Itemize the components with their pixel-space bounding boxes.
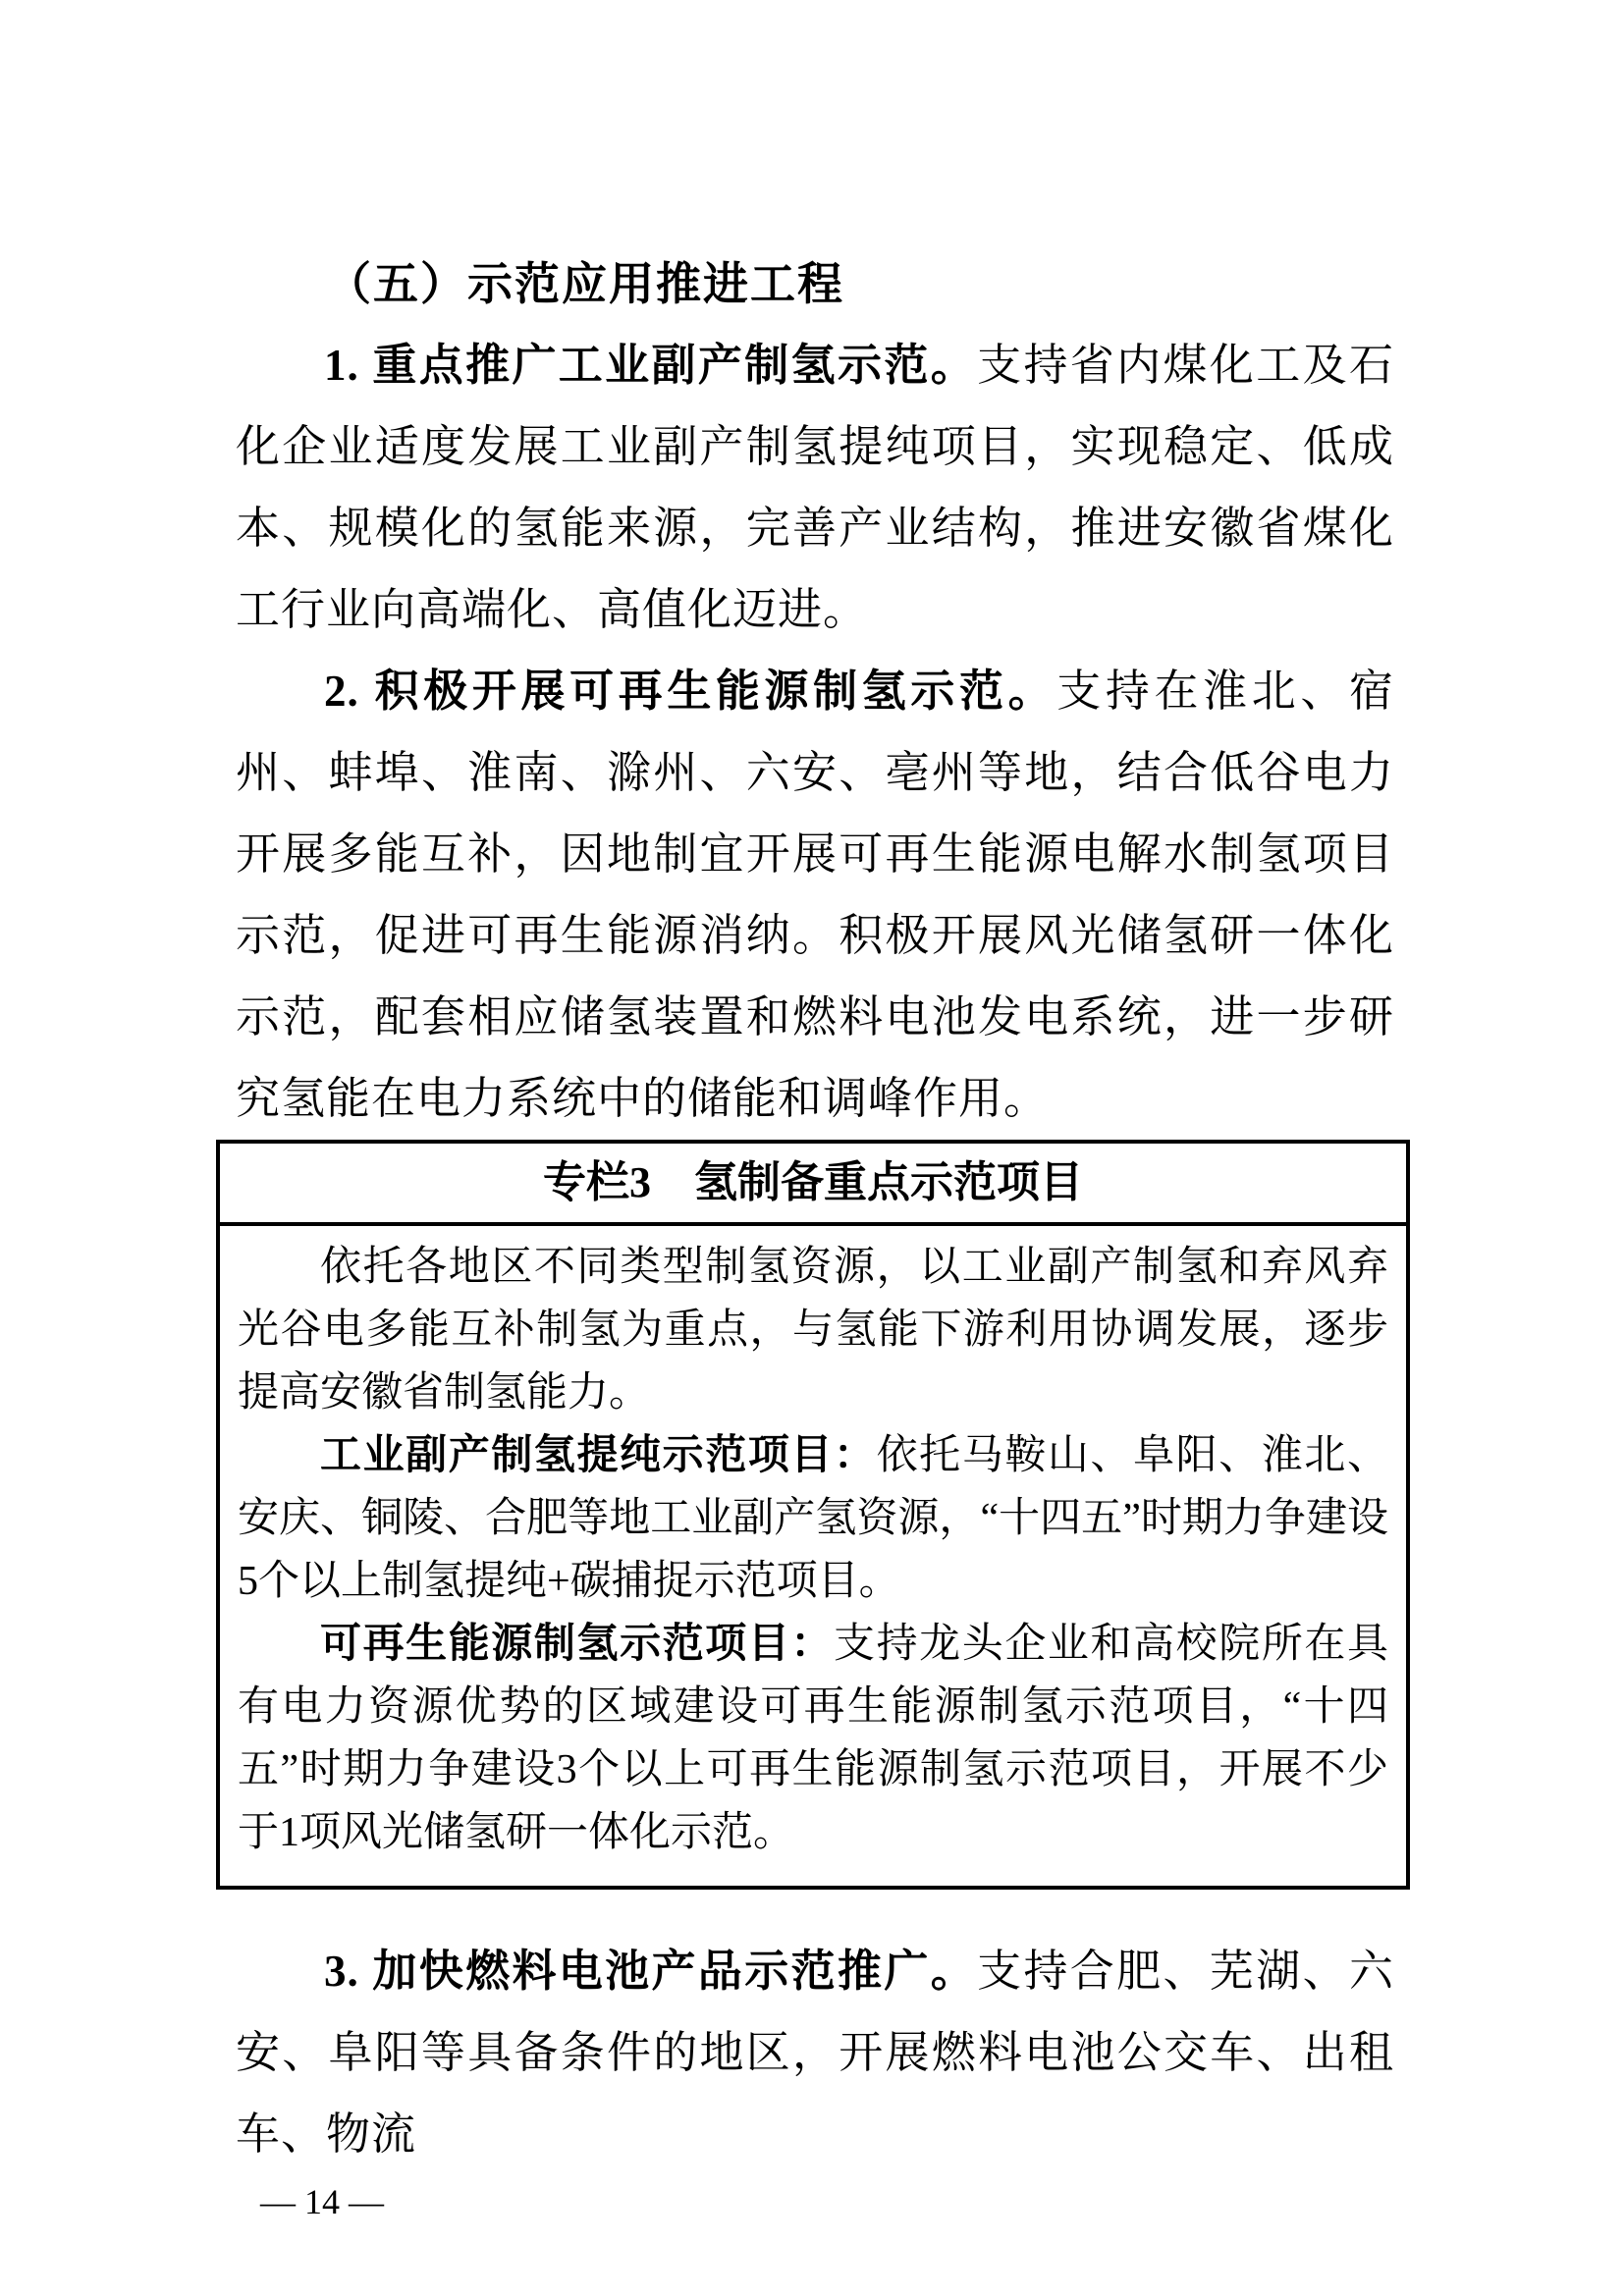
box-paragraph-1-text: 依托各地区不同类型制氢资源，以工业副产制氢和弃风弃光谷电多能互补制氢为重点，与氢能下游利用协调发展，逐步提高安徽省制氢能力。 xyxy=(238,1245,1388,1415)
box-paragraph-3 xyxy=(238,1613,1388,1864)
box-paragraph-1 xyxy=(238,1236,1388,1424)
paragraph-1-text: 支持省内煤化工及石化企业适度发展工业副产制氢提纯项目，实现稳定、低成本、规模化的氢能来源，完善产业结构，推进安徽省煤化工行业向高端化、高值化迈进。 xyxy=(236,341,1394,634)
page-number: — 14 — xyxy=(260,2182,384,2221)
paragraph-2-text: 支持在淮北、宿州、蚌埠、淮南、滁州、六安、亳州等地，结合低谷电力开展多能互补，因地制宜开展可再生能源电解水制氢项目示范，促进可再生能源消纳。积极开展风光储氢研一体化示范，配套相应储氢装置和燃料电池发电系统，进一步研究氢能在电力系统中的储能和调峰作用。 xyxy=(236,667,1394,1123)
callout-box-title: 专栏3 氢制备重点示范项目 xyxy=(220,1144,1406,1226)
box-paragraph-2 xyxy=(238,1424,1388,1613)
paragraph-1-lead: 1. 重点推广工业副产制氢示范。 xyxy=(324,341,978,390)
box-paragraph-3-text: 支持龙头企业和高校院所在具有电力资源优势的区域建设可再生能源制氢示范项目，“十四五”时期力争建设3个以上可再生能源制氢示范项目，开展不少于1项风光储氢研一体化示范。 xyxy=(238,1622,1388,1855)
paragraph-3-text: 支持合肥、芜湖、六安、阜阳等具备条件的地区，开展燃料电池公交车、出租车、物流 xyxy=(236,1947,1394,2159)
paragraph-3 xyxy=(236,1931,1394,2175)
paragraph-1 xyxy=(236,325,1394,651)
paragraph-2 xyxy=(236,651,1394,1140)
box-paragraph-2-lead: 工业副产制氢提纯示范项目： xyxy=(320,1433,877,1478)
box-paragraph-2-text: 依托马鞍山、阜阳、淮北、安庆、铜陵、合肥等地工业副产氢资源，“十四五”时期力争建设5个以上制氢提纯+碳捕捉示范项目。 xyxy=(238,1433,1388,1604)
box-paragraph-3-lead: 可再生能源制氢示范项目： xyxy=(320,1622,834,1667)
paragraph-2-lead: 2. 积极开展可再生能源制氢示范。 xyxy=(324,667,1057,716)
callout-box xyxy=(216,1140,1410,1890)
section-heading: （五）示范应用推进工程 xyxy=(326,259,844,309)
callout-box-body xyxy=(220,1226,1406,1886)
paragraph-3-lead: 3. 加快燃料电池产品示范推广。 xyxy=(324,1947,978,1996)
